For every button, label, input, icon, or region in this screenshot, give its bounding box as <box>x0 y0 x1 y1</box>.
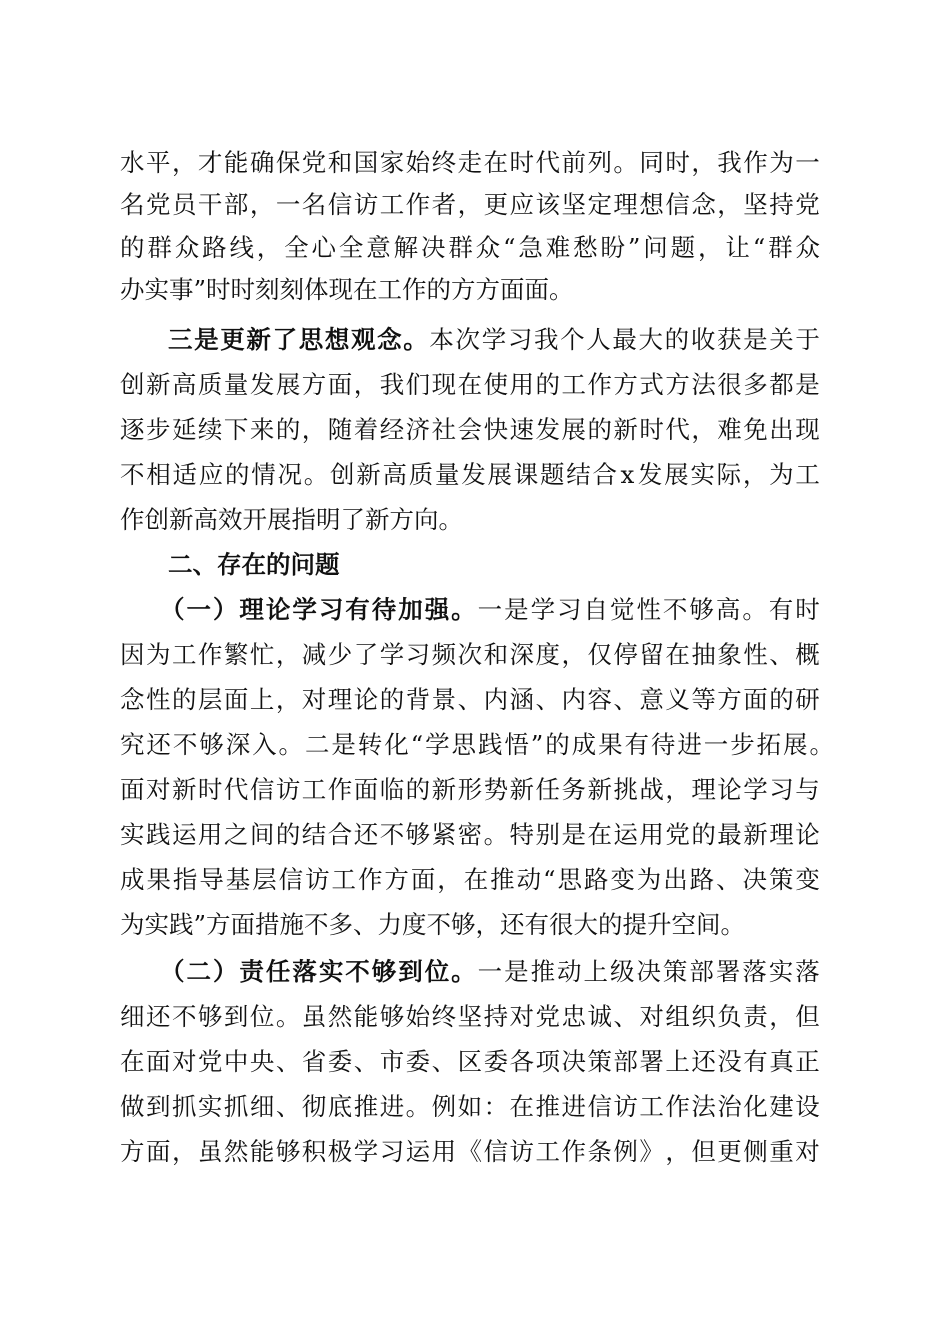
issue-1-line-7: 成 果 指 导 基 层 信 访 工 作 方 面 ， 在 推 动 “ 思 路 变 为 出 路 、 决 策 变 <box>120 865 820 894</box>
paragraph-2-line-2: 创 新 高 质 量 发 展 方 面 ， 我 们 现 在 使 用 的 工 作 方 式 方 法 很 多 都 是 <box>120 370 820 399</box>
issue-2-line-5: 方 面 ， 虽 然 能 够 积 极 学 习 运 用 《 信 访 工 作 条 例 》 ， 但 更 侧 重 对 <box>120 1137 820 1166</box>
issue-2-line-3: 在 面 对 党 中 央 、 省 委 、 市 委 、 区 委 各 项 决 策 部 署 上 还 没 有 真 正 <box>120 1047 820 1076</box>
issue-1-line-8: 为实践”方面措施不多、力度不够，还有很大的提升空间。 <box>120 910 746 939</box>
issue-1-line-3: 念 性 的 层 面 上 ， 对 理 论 的 背 景 、 内 涵 、 内 容 、 意 义 等 方 面 的 研 <box>120 685 820 714</box>
issue-1-line-2: 因 为 工 作 繁 忙 ， 减 少 了 学 习 频 次 和 深 度 ， 仅 停 留 在 抽 象 性 、 概 <box>120 640 820 669</box>
section-heading-problems: 二、存在的问题 <box>168 550 340 579</box>
paragraph-1-line-4: 办实事”时时刻刻体现在工作的方方面面。 <box>120 275 574 304</box>
paragraph-2-line-5: 作创新高效开展指明了新方向。 <box>120 505 463 534</box>
issue-2-line-4: 做 到 抓 实 抓 细 、 彻 底 推 进 。 例 如 ： 在 推 进 信 访 工 作 法 治 化 建 设 <box>120 1092 820 1121</box>
issue-2-line-1: （ 二 ） 责 任 落 实 不 够 到 位 。 一 是 推 动 上 级 决 策 部 署 落 实 落 <box>160 957 820 986</box>
paragraph-1-line-1: 水 平 ， 才 能 确 保 党 和 国 家 始 终 走 在 时 代 前 列 。 同 时 ， 我 作 为 一 <box>120 148 820 177</box>
issue-2-line-2: 细 还 不 够 到 位 。 虽 然 能 够 始 终 坚 持 对 党 忠 诚 、 对 组 织 负 责 ， 但 <box>120 1002 820 1031</box>
paragraph-2-line-4: 不 相 适 应 的 情 况 。 创 新 高 质 量 发 展 课 题 结 合 x 发 展 实 际 ， 为 工 <box>120 460 820 489</box>
paragraph-2-line-1: 三 是 更 新 了 思 想 观 念 。 本 次 学 习 我 个 人 最 大 的 收 获 是 关 于 <box>168 325 820 354</box>
paragraph-1-line-3: 的 群 众 路 线 ， 全 心 全 意 解 决 群 众 “ 急 难 愁 盼 ” 问 题 ， 让 “ 群 众 <box>120 233 820 262</box>
paragraph-1-line-2: 名 党 员 干 部 ， 一 名 信 访 工 作 者 ， 更 应 该 坚 定 理 想 信 念 ， 坚 持 党 <box>120 190 820 219</box>
issue-1-line-1: （ 一 ） 理 论 学 习 有 待 加 强 。 一 是 学 习 自 觉 性 不 够 高 。 有 时 <box>160 595 820 624</box>
paragraph-2-line-3: 逐 步 延 续 下 来 的 ， 随 着 经 济 社 会 快 速 发 展 的 新 时 代 ， 难 免 出 现 <box>120 415 820 444</box>
issue-1-line-4: 究 还 不 够 深 入 。 二 是 转 化 “ 学 思 践 悟 ” 的 成 果 有 待 进 一 步 拓 展 。 <box>120 730 834 759</box>
issue-1-line-5: 面 对 新 时 代 信 访 工 作 面 临 的 新 形 势 新 任 务 新 挑 战 ， 理 论 学 习 与 <box>120 775 820 804</box>
issue-1-line-6: 实 践 运 用 之 间 的 结 合 还 不 够 紧 密 。 特 别 是 在 运 用 党 的 最 新 理 论 <box>120 820 820 849</box>
